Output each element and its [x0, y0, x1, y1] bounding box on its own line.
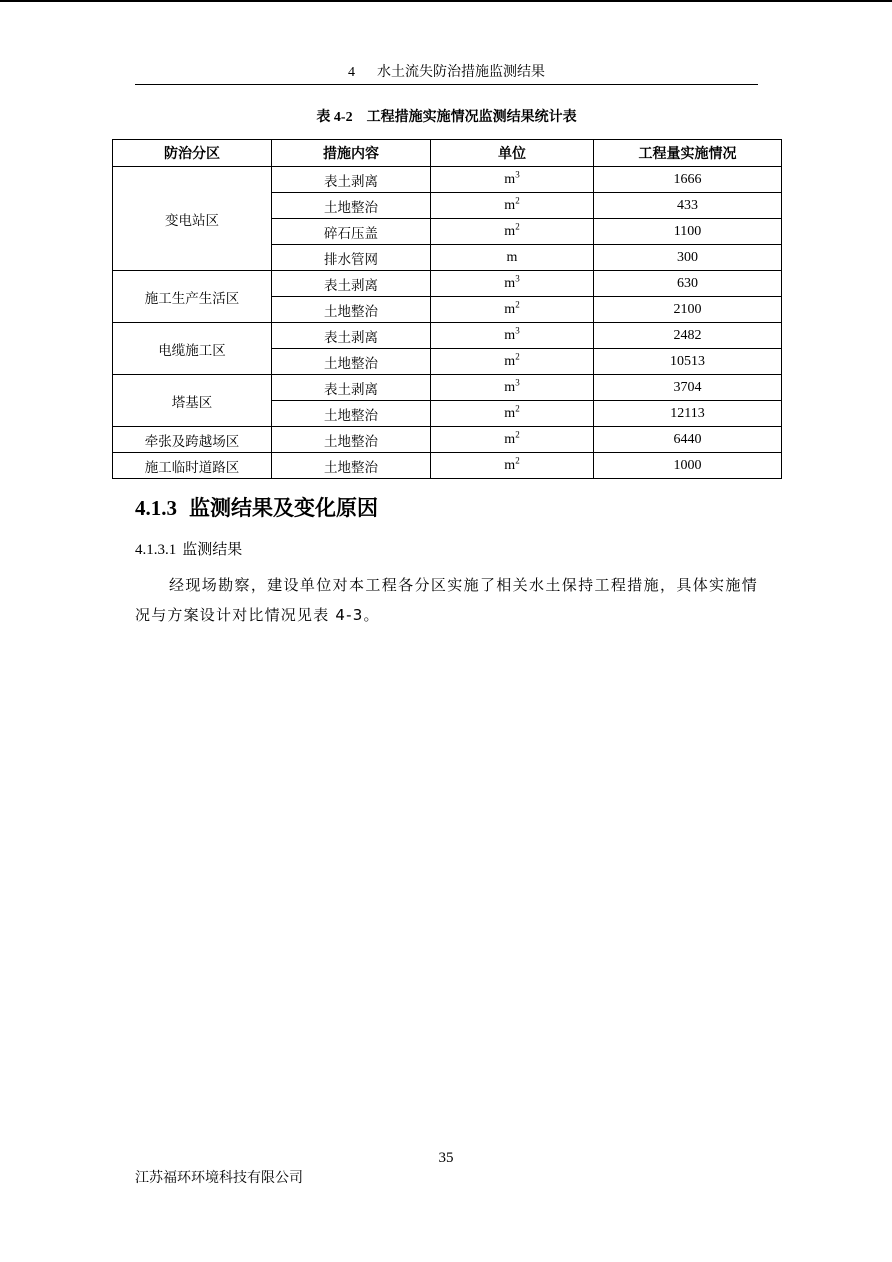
unit-exponent: 2 [515, 350, 520, 361]
table-row [113, 323, 782, 349]
unit-cell [431, 453, 594, 479]
quantity-cell: 3704 [594, 375, 782, 401]
table-caption-title: 工程措施实施情况监测结果统计表 [366, 109, 577, 125]
top-border-line [0, 0, 892, 2]
unit-cell [431, 167, 594, 193]
unit-exponent: 2 [515, 298, 520, 309]
measure-cell: 表土剥离 [272, 167, 431, 193]
unit-base: m [504, 457, 516, 473]
measure-cell: 土地整治 [272, 193, 431, 219]
unit-cell [431, 297, 594, 323]
company-name: 江苏福环环境科技有限公司 [135, 1170, 303, 1186]
unit-base: m [504, 379, 516, 395]
quantity-cell: 2100 [594, 297, 782, 323]
unit-base: m [504, 327, 516, 343]
unit-base: m [504, 223, 516, 239]
unit-exponent: 2 [515, 454, 520, 465]
measure-cell: 土地整治 [272, 427, 431, 453]
measure-cell: 土地整治 [272, 401, 431, 427]
column-header-zone: 防治分区 [113, 140, 272, 167]
measure-cell: 土地整治 [272, 349, 431, 375]
table-row [113, 427, 782, 453]
unit-base: m [504, 197, 516, 213]
unit-exponent: 2 [515, 194, 520, 205]
unit-cell [431, 427, 594, 453]
table-caption-number: 表 4-2 [316, 110, 353, 125]
subsection-heading [135, 538, 242, 559]
unit-exponent: 2 [515, 220, 520, 231]
subsection-number: 4.1.3.1 [135, 542, 177, 558]
quantity-cell: 2482 [594, 323, 782, 349]
table-body [113, 167, 782, 479]
unit-base: m [504, 171, 516, 187]
measure-cell: 排水管网 [272, 245, 431, 271]
unit-exponent: 3 [515, 324, 520, 335]
column-header-measure: 措施内容 [272, 140, 431, 167]
zone-cell: 电缆施工区 [113, 323, 272, 375]
chapter-number: 4 [348, 65, 355, 80]
zone-cell: 塔基区 [113, 375, 272, 427]
chapter-title: 水土流失防治措施监测结果 [377, 64, 545, 80]
table-row [113, 271, 782, 297]
zone-cell: 牵张及跨越场区 [113, 427, 272, 453]
unit-cell [431, 193, 594, 219]
measure-cell: 表土剥离 [272, 375, 431, 401]
zone-cell: 施工生产生活区 [113, 271, 272, 323]
unit-exponent: 2 [515, 428, 520, 439]
monitoring-results-table [112, 139, 782, 479]
table-header-row [113, 140, 782, 167]
section-title: 监测结果及变化原因 [189, 496, 378, 520]
page-number: 35 [438, 1150, 454, 1166]
quantity-cell: 1000 [594, 453, 782, 479]
subsection-title: 监测结果 [182, 540, 243, 558]
unit-cell [431, 271, 594, 297]
quantity-cell: 6440 [594, 427, 782, 453]
measure-cell: 表土剥离 [272, 323, 431, 349]
unit-base: m [504, 431, 516, 447]
quantity-cell: 10513 [594, 349, 782, 375]
unit-cell [431, 219, 594, 245]
unit-base: m [504, 353, 516, 369]
measure-cell: 碎石压盖 [272, 219, 431, 245]
unit-exponent: 2 [515, 402, 520, 413]
quantity-cell: 433 [594, 193, 782, 219]
table-caption [112, 106, 781, 126]
unit-base: m [506, 249, 518, 265]
table-row [113, 375, 782, 401]
unit-cell [431, 349, 594, 375]
measure-cell: 表土剥离 [272, 271, 431, 297]
unit-cell [431, 323, 594, 349]
unit-exponent: 3 [515, 272, 520, 283]
quantity-cell: 1666 [594, 167, 782, 193]
section-number: 4.1.3 [135, 496, 177, 520]
quantity-cell: 1100 [594, 219, 782, 245]
column-header-unit: 单位 [431, 140, 594, 167]
zone-cell: 施工临时道路区 [113, 453, 272, 479]
quantity-cell: 630 [594, 271, 782, 297]
unit-cell [431, 245, 594, 271]
column-header-quantity: 工程量实施情况 [594, 140, 782, 167]
unit-exponent: 3 [515, 168, 520, 179]
zone-cell: 变电站区 [113, 167, 272, 271]
running-header [135, 60, 758, 85]
body-paragraph: 经现场勘察，建设单位对本工程各分区实施了相关水土保持工程措施，具体实施情况与方案设计对比情况见表 4-3。 [135, 576, 758, 624]
quantity-cell: 12113 [594, 401, 782, 427]
quantity-cell: 300 [594, 245, 782, 271]
measure-cell: 土地整治 [272, 297, 431, 323]
measure-cell: 土地整治 [272, 453, 431, 479]
unit-base: m [504, 275, 516, 291]
section-heading [135, 492, 378, 522]
unit-base: m [504, 405, 516, 421]
unit-cell [431, 375, 594, 401]
table-row [113, 453, 782, 479]
unit-exponent: 3 [515, 376, 520, 387]
table-row [113, 167, 782, 193]
unit-cell [431, 401, 594, 427]
unit-base: m [504, 301, 516, 317]
